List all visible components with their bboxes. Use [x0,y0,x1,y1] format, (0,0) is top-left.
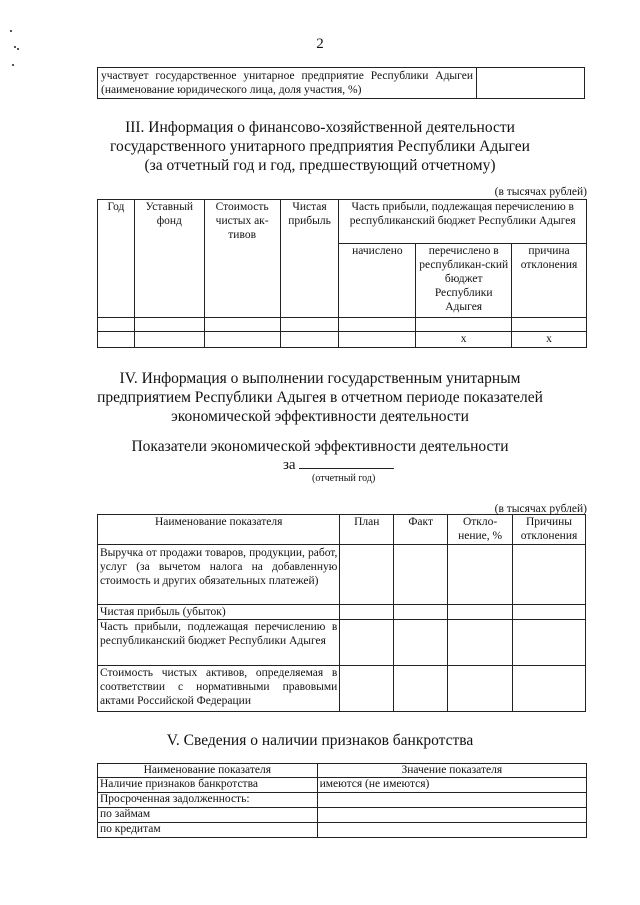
header-net-assets: Стоимость чистых ак-тивов [204,200,280,318]
table-row [98,793,587,808]
x-mark: х [512,332,587,348]
section5-title: V. Сведения о наличии признаков банкротства [166,732,474,749]
table-row [98,808,587,823]
table-row [98,605,586,620]
efficiency-table [97,514,586,712]
x-mark: х [416,332,512,348]
row-label: Часть прибыли, подлежащая перечислению в республиканский бюджет Республики Адыгея [98,620,340,666]
header-year: Год [98,200,135,318]
intro-table [97,67,585,99]
header-deviation: Откло-нение, % [448,515,513,545]
header-accrued: начислено [339,244,416,318]
section4-title-line: IV. Информация о выполнении государственным унитарным [119,370,521,387]
header-profit-part: Часть прибыли, подлежащая перечислению в республиканский бюджет Республики Адыгея [339,200,587,244]
row-value: имеются (не имеются) [317,778,586,793]
page-number: 2 [316,36,324,52]
table-row [98,318,587,332]
row-label: Наличие признаков банкротства [98,778,318,793]
table-row [98,666,586,712]
section3-title-line: государственного унитарного предприятия Республики Адыгеи [110,138,530,155]
table-row [98,778,587,793]
period-blank [299,455,394,469]
section4-title-line: предприятием Республики Адыгея в отчетном периоде показателей [97,389,543,406]
bankruptcy-table [97,763,587,838]
header-reasons: Причины отклонения [513,515,586,545]
row-label: по займам [98,808,318,823]
row-value [317,808,586,823]
header-deviation-reason: причина отклонения [512,244,587,318]
row-label: по кредитам [98,823,318,838]
financial-table [97,199,587,348]
section3-title [0,118,640,175]
section4-subtitle: Показатели экономической эффективности деятельности [131,438,509,455]
period-line [283,455,403,474]
intro-value-cell [477,68,585,99]
row-label: Просроченная задолженность: [98,793,318,808]
header-indicator-value: Значение показателя [317,764,586,778]
section3-units: (в тысячах рублей) [494,186,587,198]
row-value [317,823,586,838]
row-label: Выручка от продажи товаров, продукции, работ, услуг (за вычетом налога на добавленную стоимость и других обязательных платежей) [98,545,340,605]
header-fact: Факт [394,515,448,545]
table-row [98,620,586,666]
section3-title-line: III. Информация о финансово-хозяйственной деятельности [125,119,515,136]
row-value [317,793,586,808]
header-transferred: перечислено в республикан-ский бюджет Республики Адыгея [416,244,512,318]
row-label: Стоимость чистых активов, определяемая в соответствии с нормативными правовыми актами Российской Федерации [98,666,340,712]
section4-units: (в тысячах рублей) [494,503,587,515]
header-indicator-name: Наименование показателя [98,764,318,778]
header-plan: План [340,515,394,545]
section4-title-line: экономической эффективности деятельности [171,408,469,425]
header-name: Наименование показателя [98,515,340,545]
period-caption: (отчетный год) [312,473,376,484]
table-row [98,545,586,605]
header-charter-fund: Уставный фонд [134,200,204,318]
section4-title [0,369,640,426]
section3-title-line: (за отчетный год и год, предшествующий отчетному) [144,157,496,174]
intro-text: участвует государственное унитарное предприятие Республики Адыгеи (наименование юридического лица, доля участия, %) [98,68,477,99]
table-row [98,332,587,348]
header-net-profit: Чистая прибыль [280,200,339,318]
table-row [98,823,587,838]
for-label: за [283,457,296,473]
row-label: Чистая прибыль (убыток) [98,605,340,620]
